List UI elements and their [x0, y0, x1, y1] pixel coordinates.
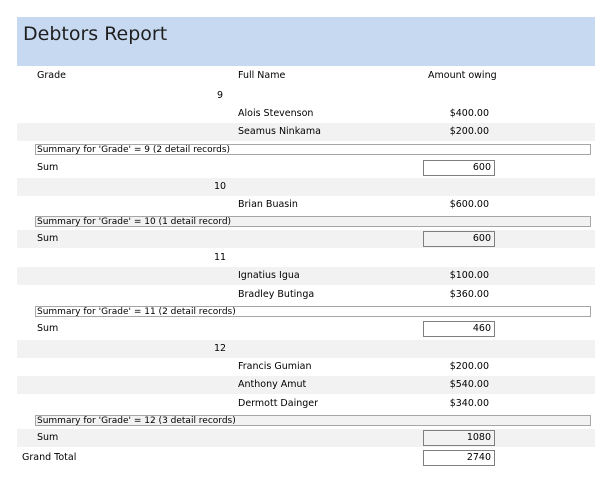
full-name-cell: Dermott Dainger	[238, 398, 319, 409]
amount-owing-cell: $200.00	[449, 126, 489, 137]
grand-total-value: 2740	[423, 450, 495, 466]
group-header-row	[17, 178, 595, 196]
group-summary	[35, 415, 591, 426]
sum-label: Sum	[37, 162, 59, 173]
group-grade: 11	[213, 252, 227, 263]
detail-row	[17, 358, 595, 376]
group-summary	[35, 144, 591, 155]
group-sum-row	[17, 230, 595, 248]
column-header-amount-owing: Amount owing	[428, 70, 497, 81]
report-header-banner	[17, 17, 595, 66]
full-name-cell: Alois Stevenson	[238, 108, 314, 119]
group-header-row	[17, 340, 595, 358]
group-header-row	[17, 87, 595, 105]
group-summary-text: Summary for 'Grade' = 10 (1 detail record)	[37, 217, 232, 227]
group-summary-text: Summary for 'Grade' = 12 (3 detail records)	[37, 416, 236, 426]
group-sum-value: 600	[423, 231, 495, 247]
amount-owing-cell: $200.00	[449, 361, 489, 372]
column-header-full-name: Full Name	[238, 70, 286, 81]
report-title: Debtors Report	[23, 23, 168, 45]
detail-row	[17, 267, 595, 285]
amount-owing-cell: $360.00	[449, 289, 489, 300]
sum-label: Sum	[37, 233, 59, 244]
group-header-row	[17, 249, 595, 267]
detail-row	[17, 286, 595, 304]
full-name-cell: Brian Buasin	[238, 199, 298, 210]
group-sum-row	[17, 429, 595, 447]
amount-owing-cell: $540.00	[449, 379, 489, 390]
amount-owing-cell: $600.00	[449, 199, 489, 210]
group-grade: 9	[216, 90, 224, 101]
detail-row	[17, 196, 595, 214]
group-grade: 12	[213, 343, 227, 354]
group-sum-value: 600	[423, 160, 495, 176]
full-name-cell: Anthony Amut	[238, 379, 307, 390]
full-name-cell: Seamus Ninkama	[238, 126, 321, 137]
detail-row	[17, 123, 595, 141]
detail-row	[17, 395, 595, 413]
group-sum-row	[17, 159, 595, 177]
full-name-cell: Ignatius Igua	[238, 270, 300, 281]
group-summary	[35, 306, 591, 317]
amount-owing-cell: $100.00	[449, 270, 489, 281]
detail-row	[17, 105, 595, 123]
detail-row	[17, 376, 595, 394]
group-sum-value: 460	[423, 321, 495, 337]
full-name-cell: Francis Gumian	[238, 361, 312, 372]
group-summary-text: Summary for 'Grade' = 9 (2 detail records)	[37, 145, 231, 155]
column-header-grade: Grade	[37, 70, 66, 81]
group-summary-text: Summary for 'Grade' = 11 (2 detail records)	[37, 307, 236, 317]
group-summary	[35, 216, 591, 227]
sum-label: Sum	[37, 432, 59, 443]
full-name-cell: Bradley Butinga	[238, 289, 315, 300]
sum-label: Sum	[37, 323, 59, 334]
group-sum-row	[17, 320, 595, 338]
amount-owing-cell: $340.00	[449, 398, 489, 409]
amount-owing-cell: $400.00	[449, 108, 489, 119]
group-sum-value: 1080	[423, 430, 495, 446]
grand-total-label: Grand Total	[22, 452, 77, 463]
group-grade: 10	[213, 181, 227, 192]
